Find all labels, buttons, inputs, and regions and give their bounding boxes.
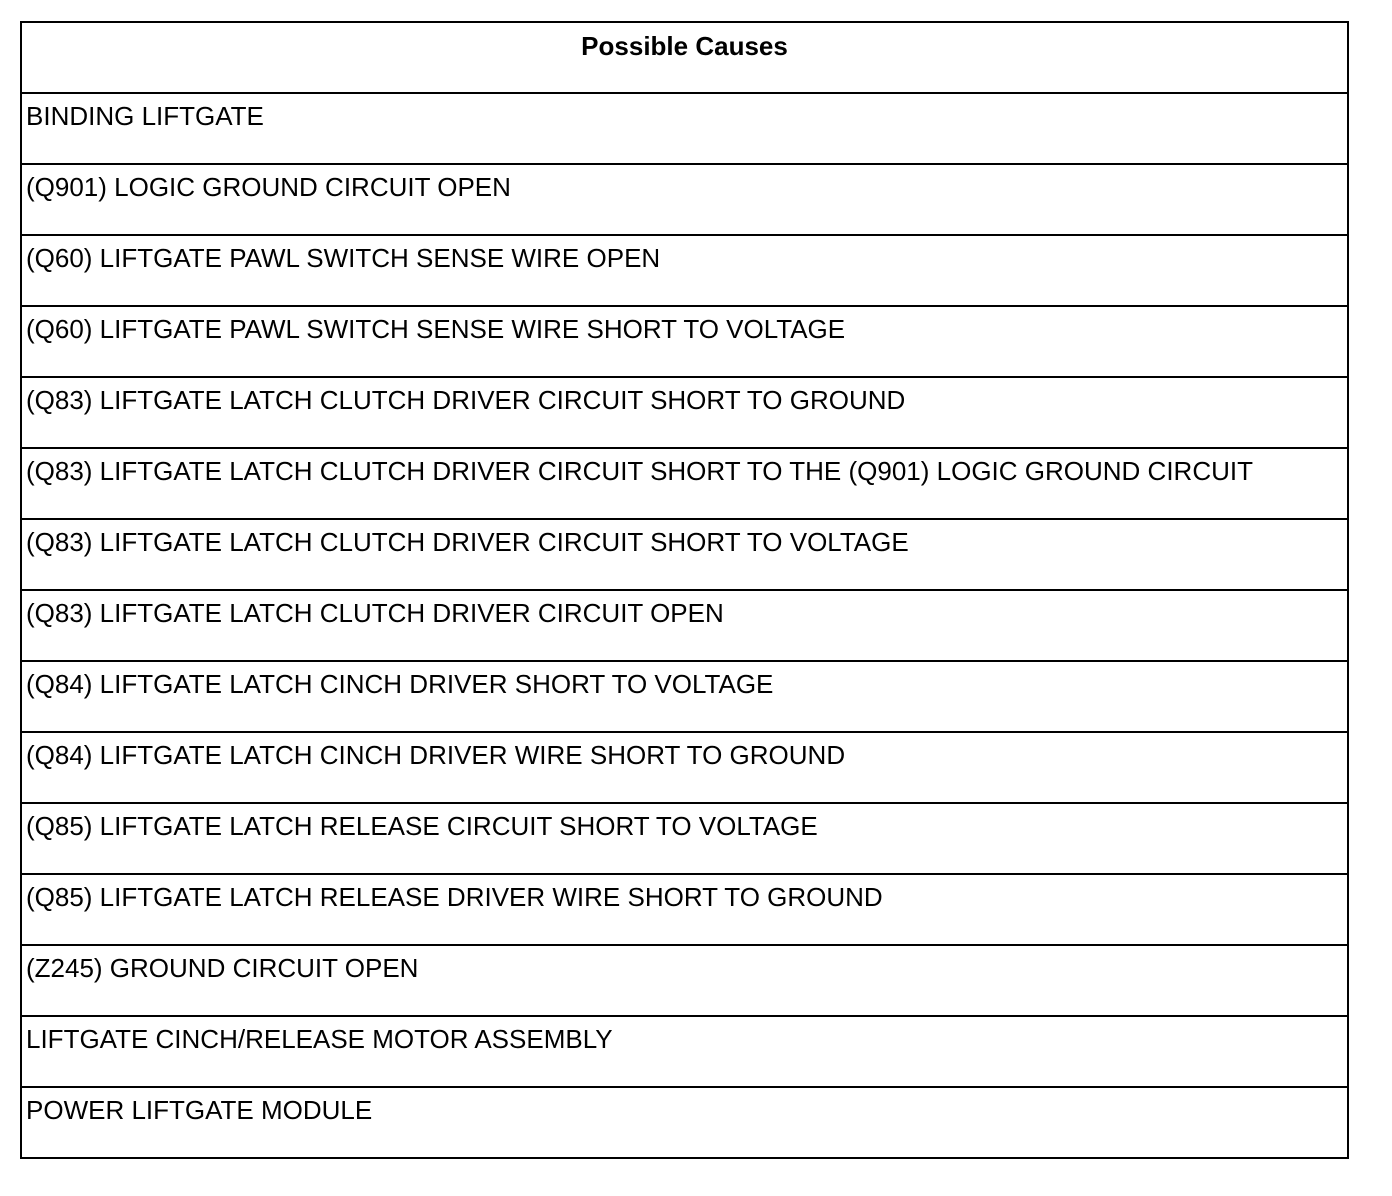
cause-cell: POWER LIFTGATE MODULE bbox=[21, 1087, 1348, 1158]
table-row bbox=[21, 519, 1348, 590]
table-row bbox=[21, 235, 1348, 306]
cause-cell: (Q85) LIFTGATE LATCH RELEASE DRIVER WIRE SHORT TO GROUND bbox=[21, 874, 1348, 945]
table-row bbox=[21, 164, 1348, 235]
cause-cell: (Q83) LIFTGATE LATCH CLUTCH DRIVER CIRCUIT SHORT TO THE (Q901) LOGIC GROUND CIRCUIT bbox=[21, 448, 1348, 519]
header-row bbox=[21, 22, 1348, 93]
table-row bbox=[21, 590, 1348, 661]
table-row bbox=[21, 1087, 1348, 1158]
cause-cell: (Q83) LIFTGATE LATCH CLUTCH DRIVER CIRCUIT OPEN bbox=[21, 590, 1348, 661]
table-row bbox=[21, 306, 1348, 377]
cause-cell: (Q60) LIFTGATE PAWL SWITCH SENSE WIRE OPEN bbox=[21, 235, 1348, 306]
table-row bbox=[21, 1016, 1348, 1087]
cause-cell: (Q85) LIFTGATE LATCH RELEASE CIRCUIT SHORT TO VOLTAGE bbox=[21, 803, 1348, 874]
cause-cell: (Q83) LIFTGATE LATCH CLUTCH DRIVER CIRCUIT SHORT TO GROUND bbox=[21, 377, 1348, 448]
table-row bbox=[21, 377, 1348, 448]
cause-cell: BINDING LIFTGATE bbox=[21, 93, 1348, 164]
table-row bbox=[21, 803, 1348, 874]
table-row bbox=[21, 93, 1348, 164]
table-row bbox=[21, 945, 1348, 1016]
cause-cell: LIFTGATE CINCH/RELEASE MOTOR ASSEMBLY bbox=[21, 1016, 1348, 1087]
possible-causes-heading: Possible Causes bbox=[21, 22, 1348, 93]
cause-cell: (Q84) LIFTGATE LATCH CINCH DRIVER WIRE SHORT TO GROUND bbox=[21, 732, 1348, 803]
table-header bbox=[21, 22, 1348, 93]
table-row bbox=[21, 732, 1348, 803]
cause-cell: (Q83) LIFTGATE LATCH CLUTCH DRIVER CIRCUIT SHORT TO VOLTAGE bbox=[21, 519, 1348, 590]
table-row bbox=[21, 661, 1348, 732]
table-row bbox=[21, 874, 1348, 945]
cause-cell: (Z245) GROUND CIRCUIT OPEN bbox=[21, 945, 1348, 1016]
cause-cell: (Q901) LOGIC GROUND CIRCUIT OPEN bbox=[21, 164, 1348, 235]
possible-causes-table bbox=[20, 21, 1349, 1159]
table-body bbox=[21, 93, 1348, 1158]
cause-cell: (Q60) LIFTGATE PAWL SWITCH SENSE WIRE SHORT TO VOLTAGE bbox=[21, 306, 1348, 377]
table-row bbox=[21, 448, 1348, 519]
cause-cell: (Q84) LIFTGATE LATCH CINCH DRIVER SHORT TO VOLTAGE bbox=[21, 661, 1348, 732]
